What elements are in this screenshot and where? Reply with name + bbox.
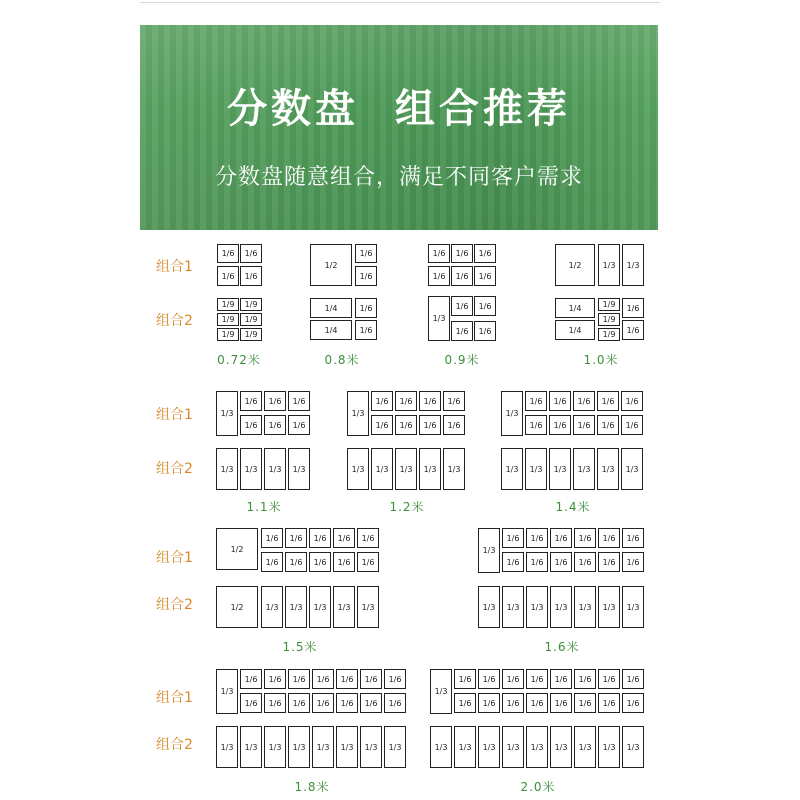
pan-1-3: 1/3 bbox=[622, 244, 644, 286]
pan-1-3: 1/3 bbox=[360, 726, 382, 768]
row-label-combo2: 组合2 bbox=[156, 313, 193, 329]
pan-1-4: 1/4 bbox=[310, 298, 352, 318]
pan-1-3: 1/3 bbox=[395, 448, 417, 490]
pan-1-3: 1/3 bbox=[478, 586, 500, 628]
row-label-combo1: 组合1 bbox=[156, 550, 193, 566]
pan-1-6: 1/6 bbox=[525, 391, 547, 411]
pan-1-6: 1/6 bbox=[526, 528, 548, 548]
pan-1-6: 1/6 bbox=[549, 391, 571, 411]
banner-title: 分数盘 组合推荐 bbox=[227, 86, 571, 132]
pan-1-6: 1/6 bbox=[288, 693, 310, 713]
pan-1-6: 1/6 bbox=[288, 669, 310, 689]
pan-1-3: 1/3 bbox=[357, 586, 379, 628]
pan-1-3: 1/3 bbox=[502, 726, 524, 768]
pan-cell: 1/6 bbox=[428, 266, 450, 286]
pan-1-6: 1/6 bbox=[502, 669, 524, 689]
pan-1-3: 1/3 bbox=[621, 448, 643, 490]
pan-cell: 1/6 bbox=[622, 320, 644, 340]
pan-1-4: 1/4 bbox=[555, 298, 595, 318]
size-label: 1.2米 bbox=[389, 500, 425, 514]
pan-1-6: 1/6 bbox=[478, 669, 500, 689]
pan-1-6: 1/6 bbox=[526, 552, 548, 572]
pan-1-6: 1/6 bbox=[443, 415, 465, 435]
pan-1-6: 1/6 bbox=[419, 391, 441, 411]
pan-1-3: 1/3 bbox=[598, 726, 620, 768]
pan-1-3: 1/3 bbox=[501, 448, 523, 490]
pan-1-6: 1/6 bbox=[550, 693, 572, 713]
pan-cell: 1/6 bbox=[451, 266, 473, 286]
pan-1-6: 1/6 bbox=[371, 391, 393, 411]
pan-1-6: 1/6 bbox=[336, 693, 358, 713]
row-label-combo1: 组合1 bbox=[156, 259, 193, 275]
pan-1-3: 1/3 bbox=[454, 726, 476, 768]
pan-1-3: 1/3 bbox=[526, 726, 548, 768]
size-label: 1.4米 bbox=[555, 500, 591, 514]
pan-1-6: 1/6 bbox=[395, 415, 417, 435]
pan-1-3: 1/3 bbox=[550, 726, 572, 768]
pan-1-6: 1/6 bbox=[357, 552, 379, 572]
pan-1-3: 1/3 bbox=[430, 669, 452, 714]
pan-1-6: 1/6 bbox=[312, 693, 334, 713]
size-label: 1.8米 bbox=[294, 780, 330, 794]
pan-1-3: 1/3 bbox=[309, 586, 331, 628]
pan-1-9: 1/9 bbox=[598, 313, 620, 326]
pan-1-6: 1/6 bbox=[240, 693, 262, 713]
pan-1-3: 1/3 bbox=[501, 391, 523, 436]
pan-1-6: 1/6 bbox=[622, 669, 644, 689]
pan-1-6: 1/6 bbox=[285, 552, 307, 572]
pan-1-6: 1/6 bbox=[288, 391, 310, 411]
pan-1-3: 1/3 bbox=[336, 726, 358, 768]
pan-1-6: 1/6 bbox=[598, 528, 620, 548]
pan-cell: 1/9 bbox=[217, 298, 239, 311]
pan-1-2: 1/2 bbox=[216, 586, 258, 628]
pan-1-6: 1/6 bbox=[622, 528, 644, 548]
pan-1-6: 1/6 bbox=[525, 415, 547, 435]
pan-1-6: 1/6 bbox=[574, 552, 596, 572]
pan-1-3: 1/3 bbox=[240, 726, 262, 768]
pan-1-3: 1/3 bbox=[573, 448, 595, 490]
pan-1-3: 1/3 bbox=[288, 726, 310, 768]
pan-cell: 1/6 bbox=[355, 244, 377, 263]
pan-1-2: 1/2 bbox=[216, 528, 258, 570]
pan-cell: 1/6 bbox=[474, 321, 496, 341]
pan-1-9: 1/9 bbox=[598, 328, 620, 341]
banner-subtitle: 分数盘随意组合，满足不同客户需求 bbox=[214, 165, 583, 190]
pan-1-3: 1/3 bbox=[288, 448, 310, 490]
pan-1-6: 1/6 bbox=[598, 693, 620, 713]
pan-1-3: 1/3 bbox=[216, 669, 238, 714]
pan-cell: 1/9 bbox=[240, 298, 262, 311]
pan-1-6: 1/6 bbox=[622, 552, 644, 572]
pan-1-3: 1/3 bbox=[371, 448, 393, 490]
pan-1-6: 1/6 bbox=[240, 415, 262, 435]
pan-1-6: 1/6 bbox=[309, 528, 331, 548]
size-label: 0.9米 bbox=[444, 353, 480, 367]
pan-1-6: 1/6 bbox=[502, 552, 524, 572]
pan-1-6: 1/6 bbox=[288, 415, 310, 435]
pan-1-3: 1/3 bbox=[598, 586, 620, 628]
pan-1-6: 1/6 bbox=[264, 669, 286, 689]
pan-1-6: 1/6 bbox=[285, 528, 307, 548]
pan-1-6: 1/6 bbox=[384, 669, 406, 689]
pan-1-6: 1/6 bbox=[598, 552, 620, 572]
pan-1-6: 1/6 bbox=[261, 528, 283, 548]
pan-1-6: 1/6 bbox=[419, 415, 441, 435]
pan-1-4: 1/4 bbox=[310, 320, 352, 340]
pan-cell: 1/6 bbox=[451, 321, 473, 341]
pan-1-3: 1/3 bbox=[549, 448, 571, 490]
pan-1-9: 1/9 bbox=[598, 298, 620, 311]
pan-1-6: 1/6 bbox=[502, 693, 524, 713]
pan-1-6: 1/6 bbox=[622, 693, 644, 713]
pan-1-6: 1/6 bbox=[550, 528, 572, 548]
pan-cell: 1/6 bbox=[428, 244, 450, 263]
row-label-combo1: 组合1 bbox=[156, 690, 193, 706]
pan-1-3: 1/3 bbox=[264, 726, 286, 768]
pan-1-3: 1/3 bbox=[312, 726, 334, 768]
pan-1-6: 1/6 bbox=[502, 528, 524, 548]
row-label-combo2: 组合2 bbox=[156, 597, 193, 613]
pan-1-6: 1/6 bbox=[478, 693, 500, 713]
pan-1-6: 1/6 bbox=[598, 669, 620, 689]
pan-1-6: 1/6 bbox=[574, 528, 596, 548]
pan-1-3: 1/3 bbox=[285, 586, 307, 628]
pan-1-6: 1/6 bbox=[360, 669, 382, 689]
pan-1-3: 1/3 bbox=[443, 448, 465, 490]
pan-1-3: 1/3 bbox=[525, 448, 547, 490]
pan-1-6: 1/6 bbox=[360, 693, 382, 713]
pan-1-4: 1/4 bbox=[555, 320, 595, 340]
pan-1-6: 1/6 bbox=[384, 693, 406, 713]
size-label: 1.6米 bbox=[544, 640, 580, 654]
pan-1-2: 1/2 bbox=[555, 244, 595, 286]
pan-cell: 1/9 bbox=[240, 328, 262, 341]
pan-cell: 1/6 bbox=[474, 266, 496, 286]
size-label: 1.1米 bbox=[246, 500, 282, 514]
pan-1-3: 1/3 bbox=[347, 391, 369, 436]
pan-1-6: 1/6 bbox=[309, 552, 331, 572]
pan-cell: 1/6 bbox=[240, 244, 262, 263]
size-label: 1.5米 bbox=[282, 640, 318, 654]
pan-1-6: 1/6 bbox=[526, 669, 548, 689]
pan-1-3: 1/3 bbox=[333, 586, 355, 628]
pan-1-6: 1/6 bbox=[264, 391, 286, 411]
pan-cell: 1/9 bbox=[217, 328, 239, 341]
pan-cell: 1/9 bbox=[240, 313, 262, 326]
pan-1-3: 1/3 bbox=[598, 244, 620, 286]
pan-1-3: 1/3 bbox=[216, 391, 238, 436]
pan-1-3: 1/3 bbox=[574, 586, 596, 628]
row-label-combo2: 组合2 bbox=[156, 737, 193, 753]
pan-1-3: 1/3 bbox=[384, 726, 406, 768]
pan-cell: 1/6 bbox=[217, 244, 239, 263]
pan-1-3: 1/3 bbox=[526, 586, 548, 628]
pan-1-6: 1/6 bbox=[573, 391, 595, 411]
pan-1-6: 1/6 bbox=[371, 415, 393, 435]
pan-1-3: 1/3 bbox=[264, 448, 286, 490]
pan-1-6: 1/6 bbox=[240, 391, 262, 411]
size-label: 2.0米 bbox=[520, 780, 556, 794]
pan-1-3: 1/3 bbox=[347, 448, 369, 490]
pan-1-6: 1/6 bbox=[454, 693, 476, 713]
pan-1-3: 1/3 bbox=[622, 726, 644, 768]
pan-1-6: 1/6 bbox=[621, 391, 643, 411]
pan-1-3: 1/3 bbox=[574, 726, 596, 768]
pan-cell: 1/6 bbox=[240, 266, 262, 286]
pan-cell: 1/9 bbox=[217, 313, 239, 326]
pan-1-6: 1/6 bbox=[333, 552, 355, 572]
pan-1-3: 1/3 bbox=[622, 586, 644, 628]
pan-1-3: 1/3 bbox=[478, 528, 500, 573]
pan-1-3: 1/3 bbox=[419, 448, 441, 490]
pan-1-6: 1/6 bbox=[264, 415, 286, 435]
pan-1-6: 1/6 bbox=[550, 669, 572, 689]
pan-1-6: 1/6 bbox=[597, 415, 619, 435]
pan-1-3: 1/3 bbox=[216, 726, 238, 768]
row-label-combo1: 组合1 bbox=[156, 407, 193, 423]
pan-1-6: 1/6 bbox=[336, 669, 358, 689]
pan-cell: 1/6 bbox=[451, 244, 473, 263]
pan-1-3: 1/3 bbox=[478, 726, 500, 768]
size-label: 0.8米 bbox=[324, 353, 360, 367]
pan-cell: 1/6 bbox=[451, 296, 473, 316]
pan-1-6: 1/6 bbox=[454, 669, 476, 689]
pan-1-6: 1/6 bbox=[240, 669, 262, 689]
pan-1-3: 1/3 bbox=[240, 448, 262, 490]
pan-1-6: 1/6 bbox=[261, 552, 283, 572]
pan-1-6: 1/6 bbox=[526, 693, 548, 713]
pan-1-2: 1/2 bbox=[310, 244, 352, 286]
pan-1-6: 1/6 bbox=[395, 391, 417, 411]
pan-1-6: 1/6 bbox=[443, 391, 465, 411]
pan-1-6: 1/6 bbox=[549, 415, 571, 435]
pan-1-6: 1/6 bbox=[312, 669, 334, 689]
pan-cell: 1/6 bbox=[217, 266, 239, 286]
size-label: 1.0米 bbox=[583, 353, 619, 367]
pan-1-6: 1/6 bbox=[264, 693, 286, 713]
row-label-combo2: 组合2 bbox=[156, 461, 193, 477]
pan-1-6: 1/6 bbox=[621, 415, 643, 435]
pan-cell: 1/6 bbox=[474, 296, 496, 316]
pan-1-6: 1/6 bbox=[574, 693, 596, 713]
pan-1-3: 1/3 bbox=[502, 586, 524, 628]
pan-cell: 1/6 bbox=[474, 244, 496, 263]
pan-1-3: 1/3 bbox=[550, 586, 572, 628]
pan-1-6: 1/6 bbox=[597, 391, 619, 411]
pan-cell: 1/6 bbox=[355, 320, 377, 340]
pan-1-3: 1/3 bbox=[216, 448, 238, 490]
pan-cell: 1/6 bbox=[355, 298, 377, 318]
pan-1-3: 1/3 bbox=[428, 296, 450, 341]
pan-1-6: 1/6 bbox=[574, 669, 596, 689]
pan-1-3: 1/3 bbox=[430, 726, 452, 768]
pan-1-3: 1/3 bbox=[597, 448, 619, 490]
pan-1-6: 1/6 bbox=[357, 528, 379, 548]
pan-1-3: 1/3 bbox=[261, 586, 283, 628]
size-label: 0.72米 bbox=[217, 353, 261, 367]
pan-1-6: 1/6 bbox=[573, 415, 595, 435]
pan-cell: 1/6 bbox=[622, 298, 644, 318]
pan-1-6: 1/6 bbox=[550, 552, 572, 572]
pan-1-6: 1/6 bbox=[333, 528, 355, 548]
pan-cell: 1/6 bbox=[355, 266, 377, 286]
